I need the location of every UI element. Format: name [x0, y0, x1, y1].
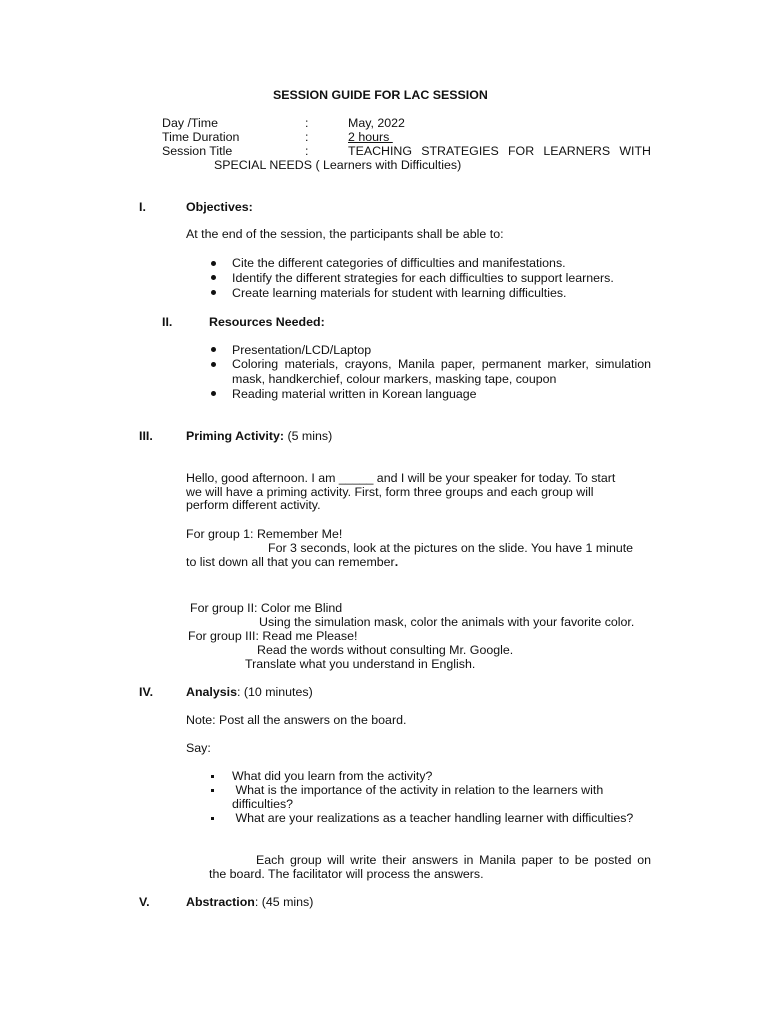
group-1-instruction: For 3 seconds, look at the pictures on the slide. You have 1 minute — [268, 541, 634, 555]
resource-item: Coloring materials, crayons, Manila paper, permanent marker, simulation — [232, 357, 651, 371]
bullet-icon — [211, 347, 216, 352]
page-title: SESSION GUIDE FOR LAC SESSION — [273, 88, 488, 102]
group-1-instruction-continued — [186, 555, 398, 569]
resource-item: Reading material written in Korean language — [232, 387, 477, 401]
priming-paragraph-line: we will have a priming activity. First, form three groups and each group will — [186, 485, 594, 499]
time-duration-value: 2 hours — [348, 130, 393, 144]
analysis-question: What did you learn from the activity? — [232, 769, 433, 783]
analysis-question-continued: difficulties? — [232, 797, 294, 811]
analysis-paragraph-line2: the board. The facilitator will process the answers. — [209, 867, 484, 881]
section-3-number: III. — [139, 429, 153, 443]
section-2-heading: Resources Needed: — [209, 315, 325, 329]
section-5-time: : (45 mins) — [254, 895, 314, 909]
priming-paragraph-line: Hello, good afternoon. I am _____ and I will be your speaker for today. To start — [186, 471, 616, 485]
analysis-note: Note: Post all the answers on the board. — [186, 713, 407, 727]
bullet-icon — [211, 261, 216, 266]
analysis-question: What are your realizations as a teacher handling learner with difficulties? — [232, 811, 634, 825]
session-title-label: Session Title — [162, 144, 233, 158]
section-1-heading: Objectives: — [186, 200, 253, 214]
section-5-heading: Abstraction — [186, 895, 255, 909]
resource-item-continued: mask, handkerchief, colour markers, masking tape, coupon — [232, 372, 557, 386]
section-4-heading: Analysis — [186, 685, 237, 699]
group-1-line2: to list down all that you can remember — [186, 555, 395, 569]
section-4-time: : (10 minutes) — [236, 685, 313, 699]
analysis-say: Say: — [186, 741, 211, 755]
section-1-number: I. — [139, 200, 146, 214]
group-3-instruction-continued: Translate what you understand in English. — [245, 657, 476, 671]
group-3-instruction: Read the words without consulting Mr. Google. — [257, 643, 514, 657]
time-duration-label: Time Duration — [162, 130, 240, 144]
group-3-title: For group III: Read me Please! — [188, 629, 358, 643]
day-time-value: May, 2022 — [348, 116, 405, 130]
group-1-title: For group 1: Remember Me! — [186, 527, 343, 541]
session-title-line1: TEACHING STRATEGIES FOR LEARNERS WITH — [348, 144, 651, 158]
time-duration-colon: : — [305, 130, 309, 144]
section-5-number: V. — [139, 895, 150, 909]
day-time-label: Day /Time — [162, 116, 218, 130]
section-5-heading-line — [186, 895, 313, 909]
objective-item: Identify the different strategies for each difficulties to support learners. — [232, 271, 614, 285]
bullet-icon — [211, 290, 216, 295]
bullet-icon — [211, 275, 216, 280]
session-title-colon: : — [305, 144, 309, 158]
section-3-heading-line — [186, 429, 332, 443]
section-4-number: IV. — [139, 685, 154, 699]
objective-item: Create learning materials for student with learning difficulties. — [232, 286, 567, 300]
group-1-period: . — [394, 555, 399, 569]
bullet-icon — [211, 362, 216, 367]
priming-paragraph-line: perform different activity. — [186, 498, 321, 512]
bullet-icon — [211, 789, 214, 792]
section-4-heading-line — [186, 685, 313, 699]
day-time-colon: : — [305, 116, 309, 130]
section-3-heading: Priming Activity: — [186, 429, 284, 443]
bullet-icon — [211, 775, 214, 778]
group-2-title: For group II: Color me Blind — [190, 601, 343, 615]
objective-item: Cite the different categories of difficulties and manifestations. — [232, 256, 566, 270]
bullet-icon — [211, 391, 216, 396]
session-title-line2: SPECIAL NEEDS ( Learners with Difficulties) — [214, 158, 462, 172]
group-2-instruction: Using the simulation mask, color the animals with your favorite color. — [259, 615, 635, 629]
analysis-question: What is the importance of the activity in relation to the learners with — [232, 783, 604, 797]
section-3-time: (5 mins) — [284, 429, 333, 443]
section-2-number: II. — [162, 315, 173, 329]
section-1-intro: At the end of the session, the participants shall be able to: — [186, 227, 504, 241]
resource-item: Presentation/LCD/Laptop — [232, 343, 372, 357]
analysis-paragraph-line1: Each group will write their answers in Manila paper to be posted on — [256, 853, 651, 867]
bullet-icon — [211, 817, 214, 820]
